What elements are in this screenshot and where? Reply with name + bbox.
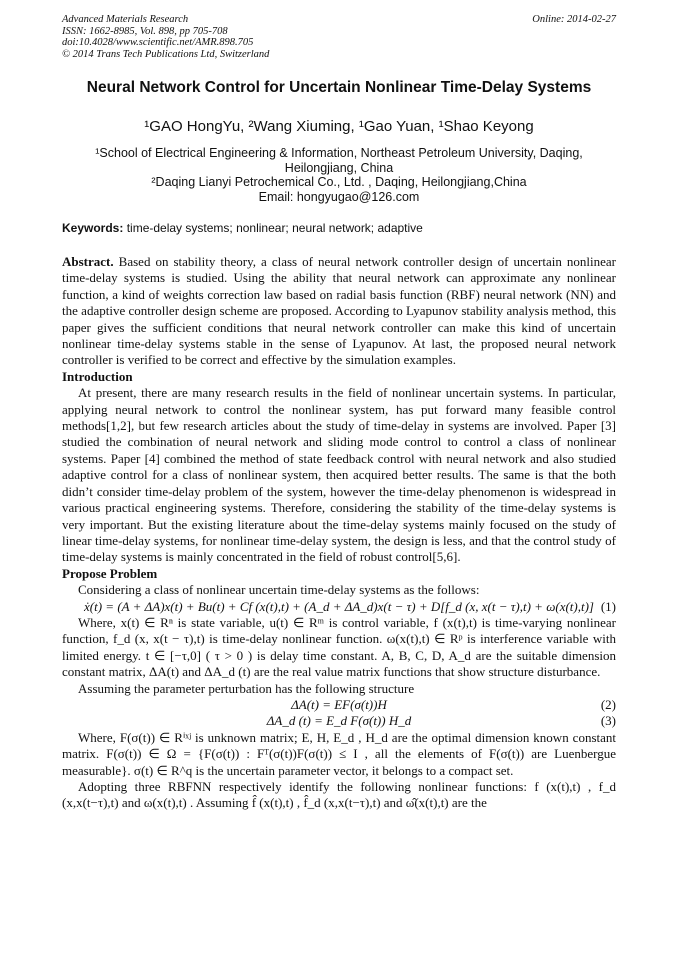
online-date: Online: 2014-02-27 (532, 14, 616, 25)
abstract-text: Based on stability theory, a class of neural network controller design of uncertain nonlinear time-delay systems is studied. Using the ability that neural network can approximate any nonlinear function, a kind of weights correction law based on radial basis function (RBF) neural network (NN) and the adaptive controller design scheme are proposed. According to Lyapunov stability analysis method, this paper gives the sufficient conditions that neural network controller can make this kind of uncertain nonlinear time-delay systems stable in the sense of Lyapunov. At last, the proposed neural network controller is verified to be correct and effective by the simulation examples. (62, 254, 617, 368)
equation-text: ΔA_d (t) = E_d F(σ(t)) H_d (266, 713, 412, 729)
issn-line: ISSN: 1662-8985, Vol. 898, pp 705-708 (62, 25, 228, 37)
affiliation-line: ²Daqing Lianyi Petrochemical Co., Ltd. , Daqing, Heilongjiang,China (151, 175, 527, 189)
paper-title: Neural Network Control for Uncertain Nonlinear Time-Delay Systems (86, 79, 592, 96)
affiliation-line: ¹School of Electrical Engineering & Information, Northeast Petroleum University, Daqing, (95, 146, 583, 160)
keywords-label: Keywords: (62, 221, 124, 235)
equation-2 (62, 697, 616, 713)
email-line: Email: hongyugao@126.com (258, 189, 420, 204)
abstract-label: Abstract. (62, 254, 114, 269)
problem-paragraph: Where, x(t) ∈ Rⁿ is state variable, u(t) ∈ Rᵐ is control variable, f (x(t),t) is time-varying nonlinear function, f_d (x, x(t − τ),t) is time-delay nonlinear function. ω(x(t),t) ∈ Rᵖ is interference variable with limited energy. t ∈ [−τ,0] ( τ > 0 ) is delay time constant. A, B, C, D, A_d are the suitable dimension constant matrix, ΔA(t) and ΔA_d (t) are the real value matrix functions that show structure disturbance. (62, 614, 616, 680)
affiliation-line: Heilongjiang, China (284, 160, 394, 175)
doi-line: doi:10.4028/www.scientific.net/AMR.898.705 (62, 37, 254, 48)
equation-text: ΔA(t) = EF(σ(t))H (291, 696, 387, 712)
keywords (62, 221, 616, 235)
author-list: ¹GAO HongYu, ²Wang Xiuming, ¹Gao Yuan, ¹Shao Keyong (144, 118, 534, 135)
equation-1 (62, 599, 616, 615)
abstract (62, 254, 616, 369)
copyright-line: © 2014 Trans Tech Publications Ltd, Switzerland (62, 48, 270, 60)
section-heading-problem: Propose Problem (62, 565, 158, 581)
problem-intro-2: Assuming the parameter perturbation has the following structure (78, 680, 415, 696)
introduction-text: At present, there are many research results in the field of nonlinear uncertain systems. In particular, applying neural network to control the nonlinear system, has put forward many feasible control methods[1,2], but few research articles about the study of time-delay in systems are involved. Paper [3] studied the combination of neural network and sliding mode control to control a class of nonlinear systems. Paper [4] combined the method of state feedback control with neural network and also studied adaptive control for a class of nonlinear system, then acquired better results. The same is that the both didn’t consider time-delay problem of the system, however the time-delay phenomenon is widespread in various practical engineering systems. Therefore, considering the stability of the time-delay systems is very important. But the existing literature about the time-delay systems mainly focused on the study of linear time-delay systems, for nonlinear time-delay system, the design is less, and that the control study of time-delay systems is mainly concentrated in the field of robust control[5,6]. (62, 385, 616, 565)
paper-body (62, 254, 616, 812)
equation-text: ẋ(t) = (A + ΔA)x(t) + Bu(t) + Cf (x(t),t) + (A_d + ΔA_d)x(t − τ) + D[f_d (x, x(t − τ),t) + ω(x(t),t)] (84, 598, 594, 614)
keywords-text: time-delay systems; nonlinear; neural network; adaptive (126, 221, 423, 235)
problem-paragraph: Where, F(σ(t)) ∈ Rⁱˣʲ is unknown matrix; E, H, E_d , H_d are the optimal dimension known constant matrix. F(σ(t)) ∈ Ω = {F(σ(t)) : Fᵀ(σ(t))F(σ(t)) ≤ I , all the elements of F(σ(t)) are Luenbergue measurable}. σ(t) ∈ R^q is the uncertain parameter vector, it belongs to a compact set. (62, 729, 616, 778)
journal-name: Advanced Materials Research (62, 14, 189, 25)
journal-header (62, 14, 616, 60)
equation-number: (2) (600, 696, 616, 712)
affiliations (70, 146, 608, 204)
section-heading-introduction: Introduction (62, 368, 133, 384)
equation-number: (1) (600, 598, 616, 614)
equation-number: (3) (600, 713, 616, 729)
equation-3 (62, 713, 616, 729)
problem-intro: Considering a class of nonlinear uncertain time-delay systems as the follows: (78, 582, 480, 598)
problem-paragraph: Adopting three RBFNN respectively identify the following nonlinear functions: f (x(t),t) , f_d (x,x(t−τ),t) and ω(x(t),t) . Assuming f̂ (x(t),t) , f̂_d (x,x(t−τ),t) and ω̂(x(t),t) are the (62, 779, 616, 811)
